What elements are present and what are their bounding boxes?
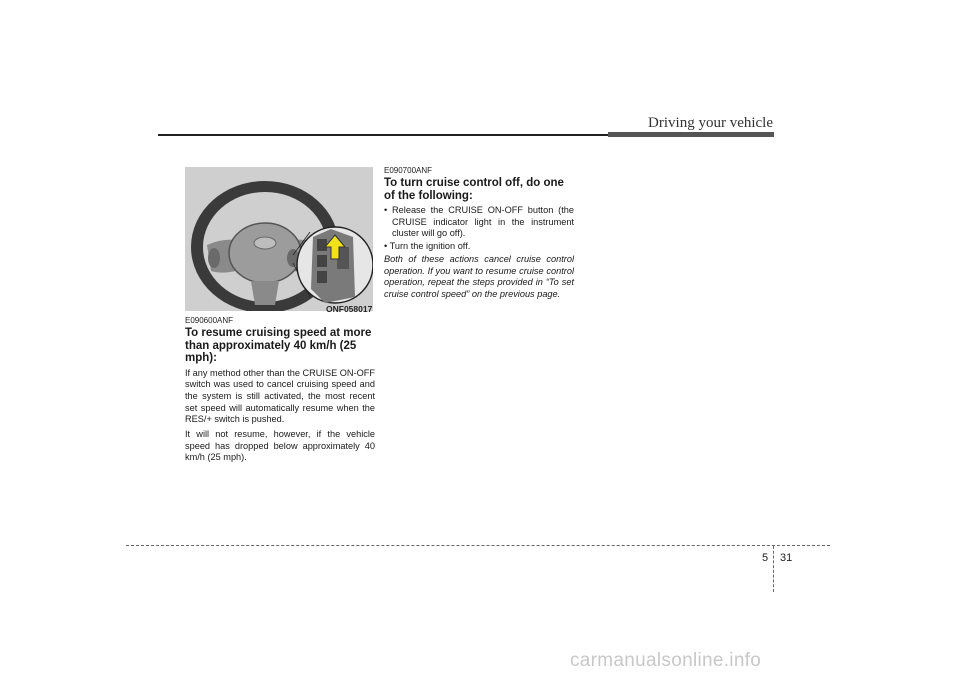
footer-rule: [126, 545, 830, 546]
page-number: 31: [780, 552, 793, 564]
paragraph: If any method other than the CRUISE ON-OFF switch was used to cancel cruising speed and the system is still activated, the most recent set speed will automatically resume when the RES/+ switch is pushed.: [185, 367, 375, 425]
note-paragraph: Both of these actions cancel cruise control operation. If you want to resume cruise control operation, repeat the steps provided in “To set cruise control speed” on the previous page.: [384, 253, 574, 299]
bullet-item: • Turn the ignition off.: [384, 241, 471, 252]
section-heading: To turn cruise control off, do one of the following:: [384, 177, 564, 202]
chapter-number: 5: [762, 552, 769, 564]
section-code: E090700ANF: [384, 166, 433, 175]
header-rule-accent: [608, 132, 774, 137]
right-column: [384, 166, 574, 304]
watermark: carmanualsonline.info: [570, 650, 762, 671]
section-code: E090600ANF: [185, 316, 234, 325]
paragraph: It will not resume, however, if the vehicle speed has dropped below approximately 40 km/h (25 mph).: [185, 429, 375, 463]
section-title: Driving your vehicle: [648, 115, 773, 131]
page-number-separator: [773, 546, 774, 592]
left-column: [185, 316, 375, 467]
steering-wheel-illustration: [185, 167, 373, 311]
section-heading: To resume cruising speed at more than approximately 40 km/h (25 mph):: [185, 327, 372, 364]
steering-wheel-figure: [185, 167, 373, 311]
bullet-item: • Release the CRUISE ON-OFF button (the CRUISE indicator light in the instrument cluster will go off).: [384, 205, 574, 239]
figure-caption: ONF058017: [326, 304, 373, 314]
